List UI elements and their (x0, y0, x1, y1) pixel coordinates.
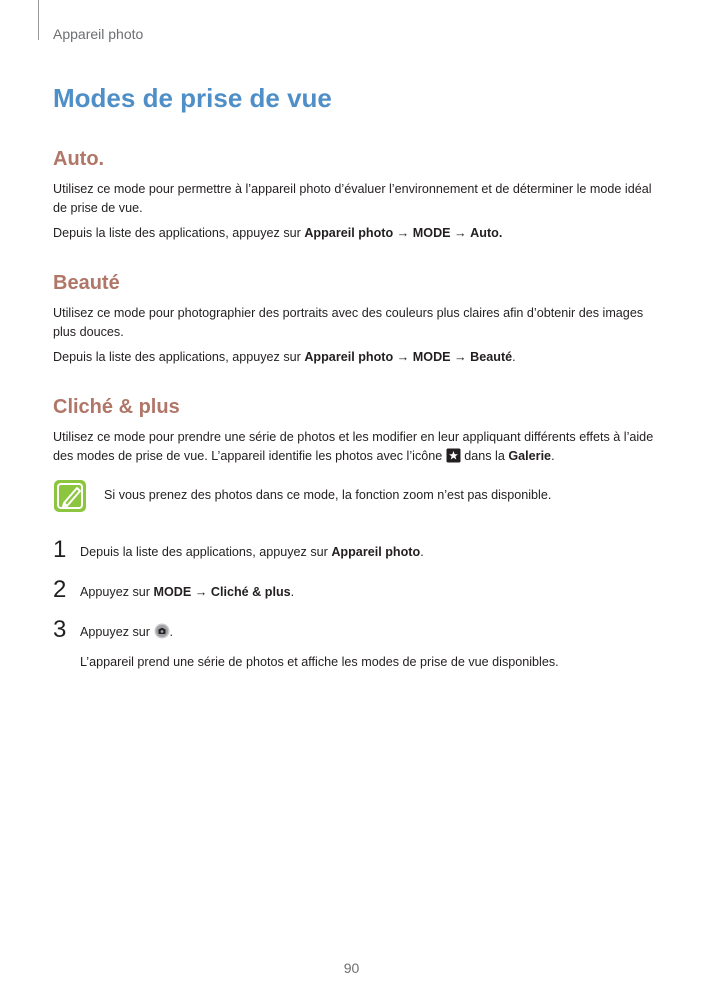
note-pencil-icon (53, 479, 87, 513)
page-title: Modes de prise de vue (53, 83, 332, 113)
page-number: 90 (343, 960, 360, 976)
section-desc-beaute: Utilisez ce mode pour photographier des portraits avec des couleurs plus claires afin d’obtenir des images plus douces. (53, 306, 644, 339)
burst-photo-icon (446, 448, 461, 469)
section-path-beaute: Depuis la liste des applications, appuyez sur Appareil photo → MODE → Beauté. (53, 350, 516, 364)
section-heading-cliche: Cliché & plus (53, 396, 180, 418)
header-divider (38, 0, 39, 40)
step-text: Appuyez sur MODE → Cliché & plus. (80, 585, 295, 599)
step-text: Appuyez sur . L’appareil prend une série de photos et affiche les modes de prise de vue disponibles. (80, 623, 660, 672)
step-number: 3 (53, 616, 67, 643)
section-desc-cliche: Utilisez ce mode pour prendre une série de photos et les modifier en leur appliquant différents effets à l’aide des modes de prise de vue. L’appareil identifie les photos avec l’icône dans la Galerie. (53, 428, 658, 469)
section-heading-auto: Auto. (53, 148, 105, 170)
section-auto (53, 148, 658, 249)
running-header: Appareil photo (53, 26, 144, 42)
section-beaute (53, 272, 658, 373)
section-path-auto: Depuis la liste des applications, appuyez sur Appareil photo → MODE → Auto. (53, 226, 503, 240)
step-text: Depuis la liste des applications, appuyez sur Appareil photo. (80, 545, 424, 559)
camera-shutter-icon (154, 623, 170, 645)
section-cliche (53, 396, 658, 475)
step-number: 1 (53, 536, 67, 563)
section-desc-auto: Utilisez ce mode pour permettre à l’appareil photo d’évaluer l’environnement et de déterminer le mode idéal de prise de vue. (53, 182, 652, 215)
step-result: L’appareil prend une série de photos et affiche les modes de prise de vue disponibles. (80, 655, 559, 669)
step-number: 2 (53, 576, 67, 603)
section-heading-beaute: Beauté (53, 272, 120, 294)
note-text: Si vous prenez des photos dans ce mode, la fonction zoom n’est pas disponible. (104, 488, 552, 502)
